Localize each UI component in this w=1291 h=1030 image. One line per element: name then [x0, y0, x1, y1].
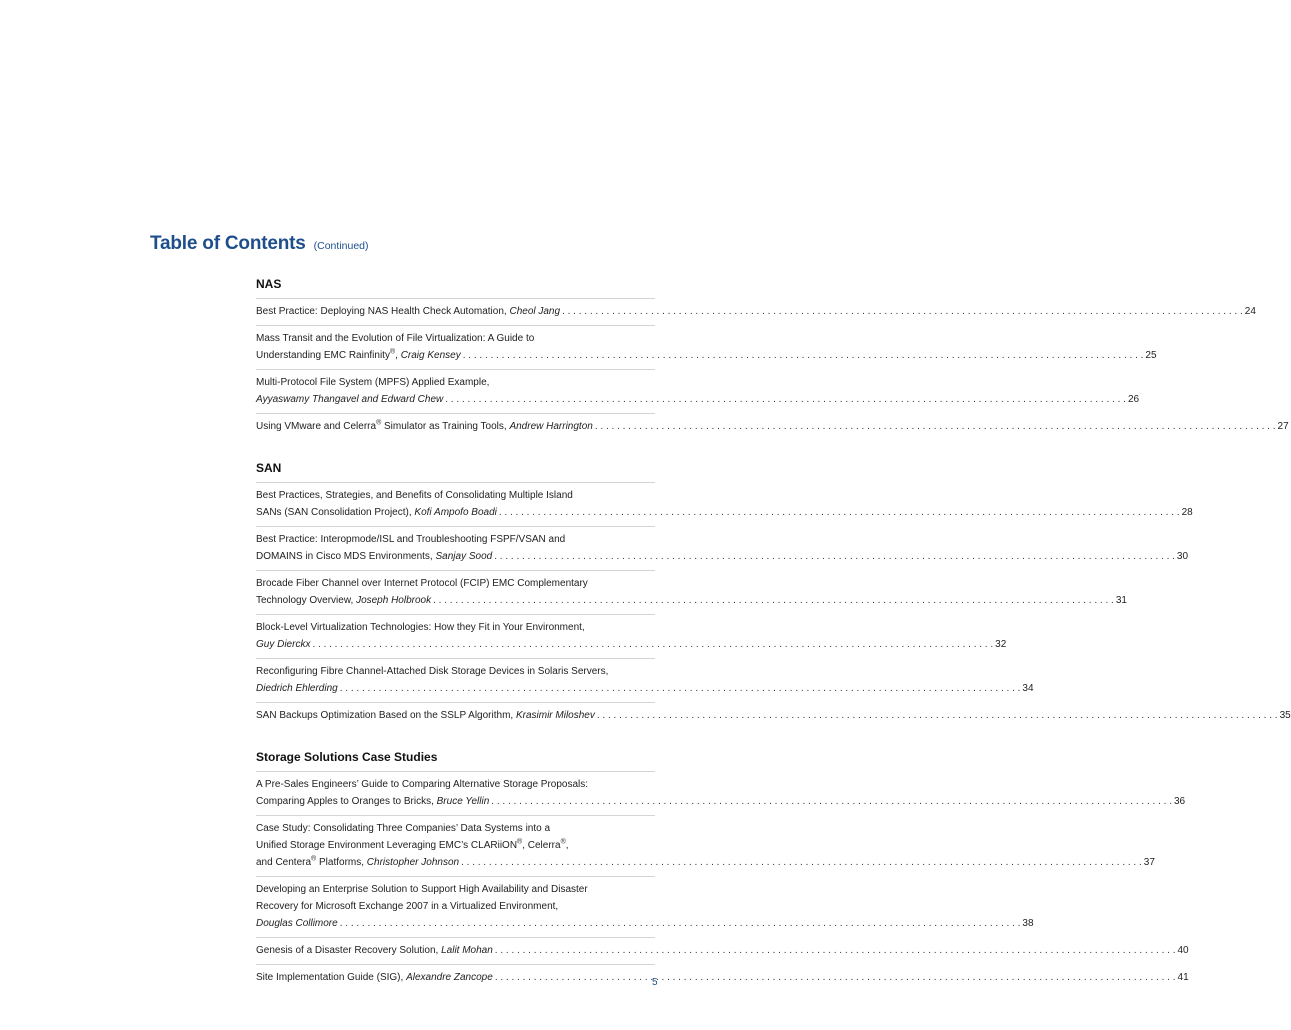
entry-title: SANs (SAN Consolidation Project), Kofi Ampofo Boadi — [256, 507, 497, 518]
toc-entry[interactable] — [256, 937, 1189, 964]
toc-list — [256, 276, 1291, 1011]
toc-entry[interactable] — [256, 298, 1256, 325]
entry-page-number: 34 — [1022, 683, 1034, 694]
dot-leader — [445, 391, 1126, 408]
entry-page-number: 27 — [1277, 421, 1289, 432]
toc-entry[interactable] — [256, 369, 1140, 413]
dot-leader — [491, 793, 1172, 810]
entry-final-line — [256, 347, 1157, 364]
dot-leader — [499, 504, 1180, 521]
entry-final-line — [256, 592, 1127, 609]
toc-entry[interactable] — [256, 614, 1007, 658]
entry-author: Lalit Mohan — [441, 945, 493, 956]
entry-page-number: 35 — [1279, 710, 1291, 721]
entry-page-number: 32 — [995, 639, 1007, 650]
dot-leader — [595, 418, 1276, 435]
dot-leader — [340, 680, 1021, 697]
entry-final-line — [256, 548, 1189, 565]
page-subtitle: (Continued) — [313, 240, 369, 252]
entry-title: and Centera® Platforms, Christopher Johnson — [256, 855, 460, 868]
entry-final-line — [256, 942, 1189, 959]
entry-author: Douglas Collimore — [256, 918, 338, 929]
entry-page-number: 36 — [1173, 796, 1186, 807]
entry-title — [256, 915, 338, 932]
entry-page-number: 30 — [1176, 551, 1189, 562]
entry-page-number: 31 — [1115, 595, 1127, 606]
entry-final-line — [256, 707, 1291, 724]
toc-title — [150, 233, 369, 255]
toc-entry[interactable] — [256, 413, 1289, 440]
dot-leader — [495, 969, 1176, 986]
entry-final-line — [256, 915, 1034, 932]
entry-author: Krasimir Miloshev — [515, 710, 595, 721]
dot-leader — [463, 347, 1144, 364]
entry-title-line: Brocade Fiber Channel over Internet Protocol (FCIP) EMC Complementary — [256, 578, 588, 589]
entry-title — [256, 636, 310, 653]
entry-page-number: 37 — [1143, 857, 1155, 868]
page-title: Table of Contents — [150, 233, 306, 254]
entry-author: Andrew Harrington — [509, 421, 593, 432]
entry-title-line: Mass Transit and the Evolution of File Virtualization: A Guide to — [256, 333, 535, 344]
entry-title-line: Recovery for Microsoft Exchange 2007 in a Virtualized Environment, — [256, 901, 559, 912]
entry-author: Christopher Johnson — [366, 857, 460, 868]
entry-title-line: Reconfiguring Fibre Channel-Attached Disk Storage Devices in Solaris Servers, — [256, 666, 609, 677]
dot-leader — [312, 636, 993, 653]
entry-title-line: A Pre-Sales Engineers’ Guide to Comparing Alternative Storage Proposals: — [256, 779, 589, 790]
section-heading: Storage Solutions Case Studies — [256, 750, 438, 764]
entry-title: Comparing Apples to Oranges to Bricks, Bruce Yellin — [256, 796, 490, 807]
entry-author: Craig Kensey — [400, 350, 461, 361]
entry-final-line — [256, 969, 1189, 986]
entry-final-line — [256, 636, 1007, 653]
page-number: 5 — [652, 977, 658, 988]
toc-entry[interactable] — [256, 658, 1034, 702]
dot-leader — [340, 915, 1021, 932]
toc-entry[interactable] — [256, 570, 1127, 614]
entry-final-line — [256, 680, 1034, 697]
dot-leader — [433, 592, 1114, 609]
toc-entry[interactable] — [256, 702, 1291, 729]
entry-title — [256, 391, 443, 408]
entry-title-line: Unified Storage Environment Leveraging EMC’s CLARiiON®, Celerra®, — [256, 838, 569, 851]
entry-page-number: 41 — [1177, 972, 1189, 983]
entry-page-number: 25 — [1145, 350, 1157, 361]
entry-final-line — [256, 391, 1140, 408]
section-heading: SAN — [256, 461, 282, 475]
entry-title: Genesis of a Disaster Recovery Solution, Lalit Mohan — [256, 945, 493, 956]
entry-page-number: 26 — [1127, 394, 1140, 405]
toc-entry[interactable] — [256, 876, 1034, 937]
toc-section — [256, 749, 1189, 991]
entry-title: Using VMware and Celerra® Simulator as Training Tools, Andrew Harrington — [256, 419, 593, 432]
entry-title-line: Best Practices, Strategies, and Benefits of Consolidating Multiple Island — [256, 490, 573, 501]
toc-entry[interactable] — [256, 815, 1155, 876]
entry-title-line: Case Study: Consolidating Three Companies’ Data Systems into a — [256, 823, 551, 834]
entry-author: Cheol Jang — [509, 306, 561, 317]
entry-final-line — [256, 303, 1256, 320]
dot-leader — [494, 548, 1175, 565]
entry-final-line — [256, 418, 1289, 435]
entry-author: Alexandre Zancope — [406, 972, 493, 983]
entry-author: Joseph Holbrook — [356, 595, 432, 606]
entry-title: DOMAINS in Cisco MDS Environments, Sanjay Sood — [256, 551, 493, 562]
entry-author: Bruce Yellin — [436, 796, 490, 807]
entry-final-line — [256, 793, 1186, 810]
entry-page-number: 40 — [1177, 945, 1189, 956]
entry-final-line — [256, 854, 1155, 871]
entry-author: Kofi Ampofo Boadi — [414, 507, 497, 518]
toc-entry[interactable] — [256, 482, 1193, 526]
entry-page-number: 28 — [1181, 507, 1193, 518]
entry-title — [256, 680, 338, 697]
toc-entry[interactable] — [256, 964, 1189, 991]
entry-title: Understanding EMC Rainfinity®, Craig Kensey — [256, 348, 461, 361]
dot-leader — [562, 303, 1243, 320]
entry-title-line: Best Practice: Interopmode/ISL and Troubleshooting FSPF/VSAN and — [256, 534, 566, 545]
entry-author: Sanjay Sood — [435, 551, 493, 562]
entry-page-number: 24 — [1244, 306, 1256, 317]
entry-title-line: Multi-Protocol File System (MPFS) Applied Example, — [256, 377, 490, 388]
entry-page-number: 38 — [1022, 918, 1034, 929]
dot-leader — [461, 854, 1142, 871]
toc-section — [256, 276, 1289, 440]
entry-title-line: Block-Level Virtualization Technologies: How they Fit in Your Environment, — [256, 622, 585, 633]
toc-section — [256, 460, 1291, 729]
toc-entry[interactable] — [256, 325, 1157, 369]
entry-author: Diedrich Ehlerding — [256, 683, 338, 694]
entry-final-line — [256, 504, 1193, 521]
entry-title: Technology Overview, Joseph Holbrook — [256, 595, 432, 606]
section-heading: NAS — [256, 277, 282, 291]
entry-title: SAN Backups Optimization Based on the SSLP Algorithm, Krasimir Miloshev — [256, 710, 595, 721]
toc-entry[interactable] — [256, 526, 1189, 570]
entry-title: Best Practice: Deploying NAS Health Check Automation, Cheol Jang — [256, 306, 561, 317]
dot-leader — [597, 707, 1278, 724]
toc-entry[interactable] — [256, 771, 1186, 815]
entry-title-line: Developing an Enterprise Solution to Support High Availability and Disaster — [256, 884, 588, 895]
entry-title: Site Implementation Guide (SIG), Alexandre Zancope — [256, 972, 493, 983]
dot-leader — [495, 942, 1176, 959]
entry-author: Ayyaswamy Thangavel and Edward Chew — [256, 394, 444, 405]
entry-author: Guy Dierckx — [256, 639, 311, 650]
